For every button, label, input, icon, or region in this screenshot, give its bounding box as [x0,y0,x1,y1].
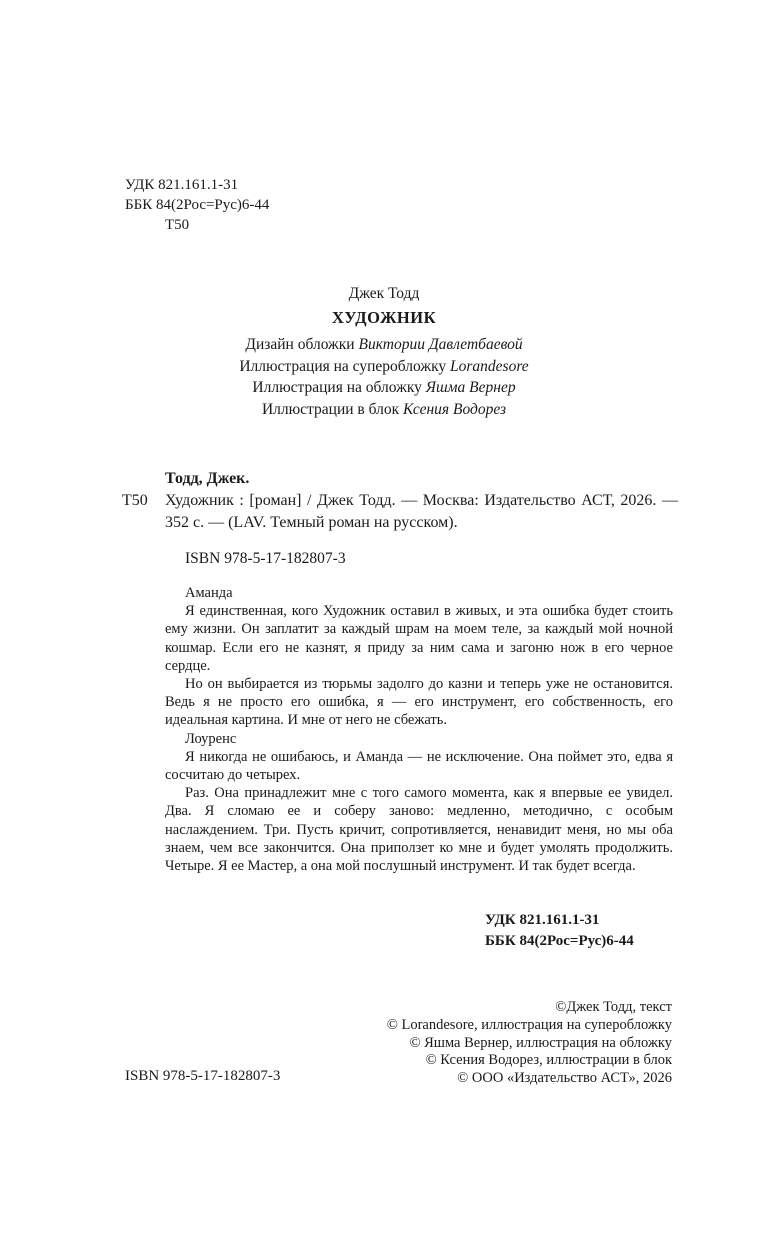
book-author: Джек Тодд [348,285,420,302]
catalog-record [122,468,678,534]
copyright-line: ©Джек Тодд, текст [555,999,672,1015]
copyright-line: © Lorandesore, иллюстрация на суперобложку [386,1016,672,1033]
copyright-block [387,999,672,1088]
copyright-line: © Ксения Водорез, иллюстрации в блок [425,1052,672,1069]
bbk-code: ББК 84(2Рос=Рус)6-44 [125,197,270,213]
bbk-code-bottom: ББК 84(2Рос=Рус)6-44 [485,933,634,949]
author-sign: Т50 [165,217,190,233]
credit-line-inner-illustrations: Иллюстрации в блок Ксения Водорез [261,400,507,418]
udk-code: УДК 821.161.1-31 [125,177,239,193]
classification-codes-bottom [485,910,634,952]
annotation-paragraph: Я единственная, кого Художник оставил в живых, и эта ошибка будет стоить ему жизни. Он заплатит за каждый шрам на моем теле, за каждый мой ночной кошмар. Если его не казнят, я приду за ним сама и загоню нож в его черное сердце. [165,603,673,674]
annotation-paragraph: Раз. Она принадлежит мне с того самого момента, как я впервые ее увидел. Два. Я сломаю ее и соберу заново: медленно, методично, с особым наслаждением. Три. Пусть кричит, сопротивляется, ненавидит меня, но мы оба знаем, чем все закончится. Она приползет ко мне и будет умолять продолжить. Четыре. Я ее Мастер, а она мой послушный инструмент. И так будет всегда. [165,785,673,875]
annotation-paragraph: Я никогда не ошибаюсь, и Аманда — не исключение. Она поймет это, едва я сосчитаю до четырех. [165,748,673,784]
credit-line-cover-design: Дизайн обложки Виктории Давлетбаевой [245,336,523,353]
copyright-line: © Яшма Вернер, иллюстрация на обложку [409,1034,672,1051]
catalog-description [122,490,678,534]
annotation [165,584,673,875]
book-credits [0,283,768,420]
annotation-heading-lawrence: Лоуренс [185,730,237,747]
catalog-author-heading: Тодд, Джек. [165,470,250,487]
annotation-heading-amanda: Аманда [185,585,233,601]
credit-line-dust-jacket: Иллюстрация на суперобложку Lorandesore [239,357,529,375]
classification-codes-top [125,175,269,235]
isbn-bottom: ISBN 978-5-17-182807-3 [125,1068,281,1084]
book-title: ХУДОЖНИК [331,308,437,327]
credit-line-cover-illustration: Иллюстрация на обложку Яшма Вернер [252,379,516,396]
copyright-line: © ООО «Издательство АСТ», 2026 [457,1070,672,1087]
annotation-paragraph: Но он выбирается из тюрьмы задолго до казни и теперь уже не остановится. Ведь я не просто его ошибка, я — его инструмент, его собственность, его идеальная картина. И мне от него не сбежать. [165,676,673,729]
catalog-mark: Т50 [122,492,148,509]
isbn-catalog: ISBN 978-5-17-182807-3 [185,550,346,567]
udk-code-bottom: УДК 821.161.1-31 [485,912,600,928]
catalog-description-text: Художник : [роман] / Джек Тодд. — Москва: Издательство АСТ, 2026. — 352 с. — (LAV. Темный роман на русском). [165,492,678,531]
